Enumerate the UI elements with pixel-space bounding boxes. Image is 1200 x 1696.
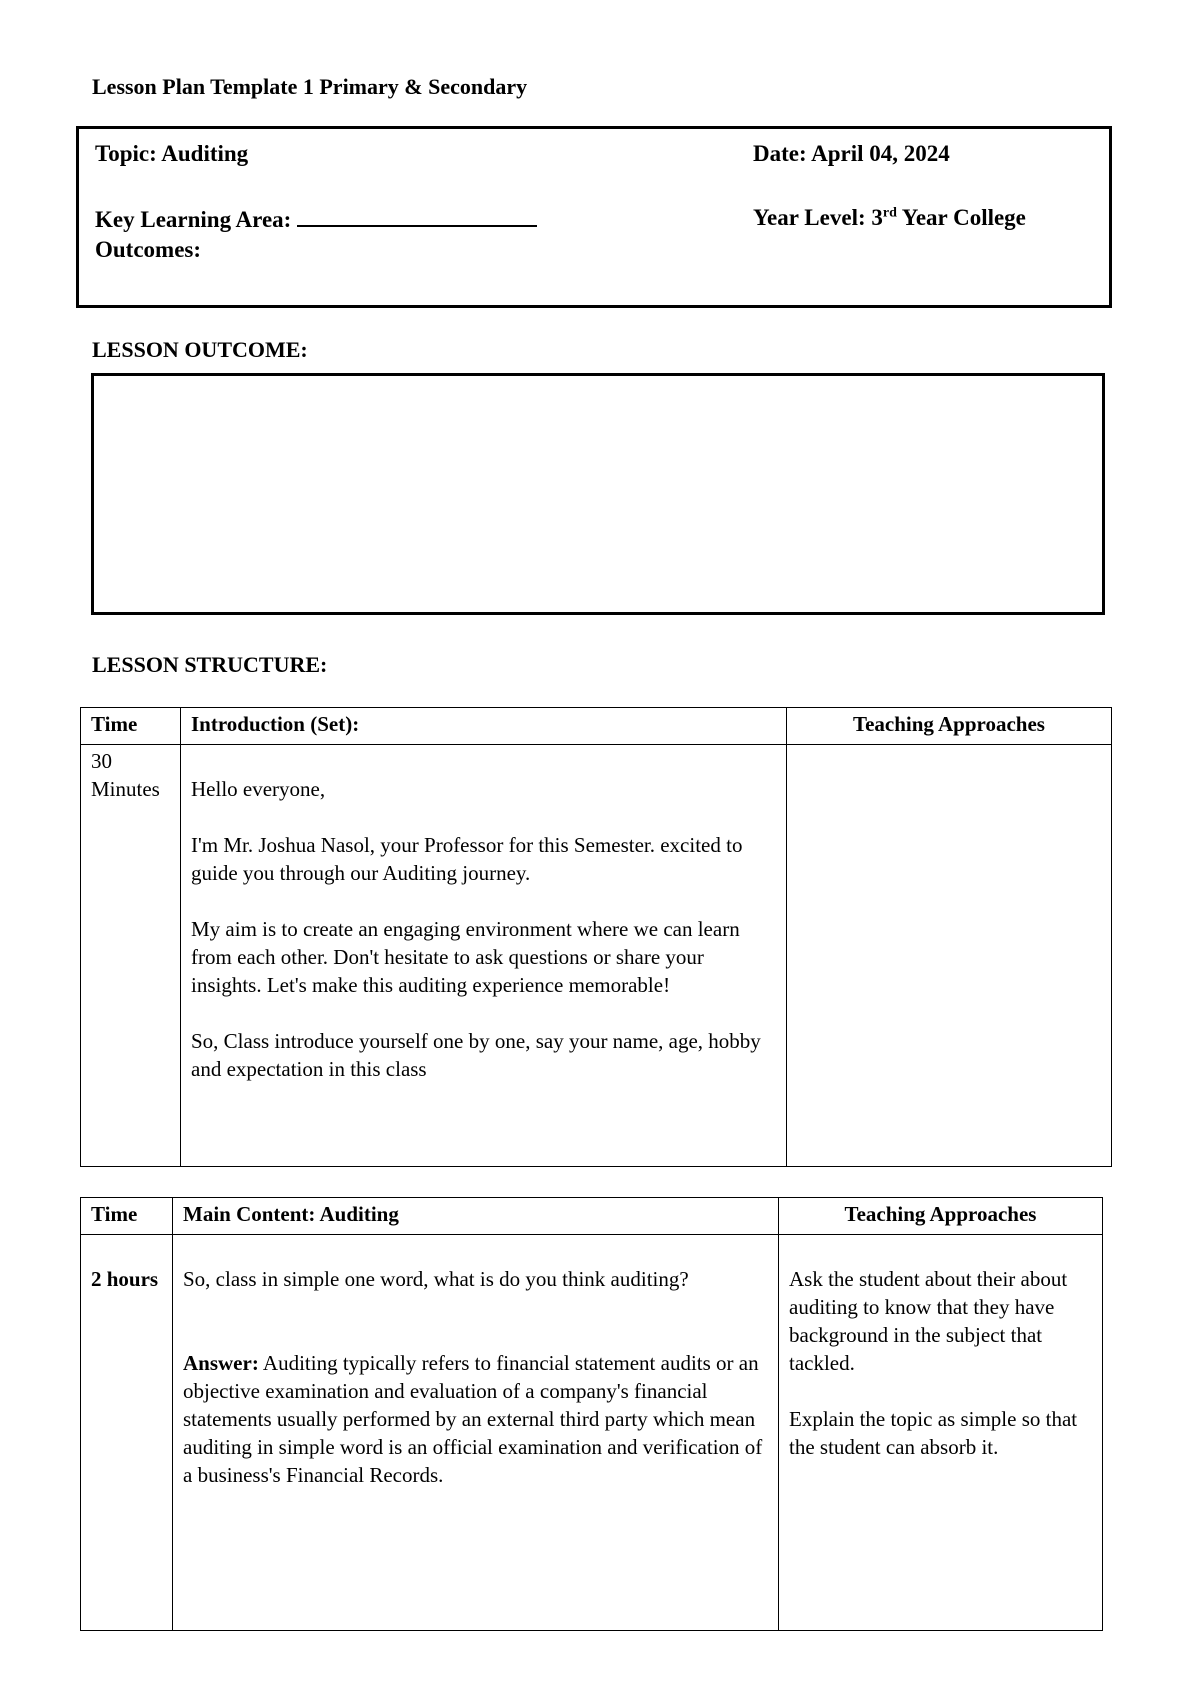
intro-paragraph: My aim is to create an engaging environment where we can learn from each other. Don't hesitate to ask questions or share your insights. Let's make this auditing experience memorable! — [191, 917, 740, 997]
lesson-structure-heading: LESSON STRUCTURE: — [92, 652, 328, 677]
key-learning-area-field — [95, 205, 537, 233]
intro-paragraph: Hello everyone, — [191, 777, 326, 801]
key-learning-area-blank — [297, 205, 537, 227]
document-title: Lesson Plan Template 1 Primary & Secondary — [92, 74, 528, 99]
introduction-content-cell — [181, 745, 787, 1167]
key-learning-area-label: Key Learning Area: — [95, 207, 292, 232]
answer-text — [183, 1349, 768, 1489]
time-cell: 30 Minutes — [81, 745, 181, 1167]
outcomes-field: Outcomes: — [95, 237, 202, 262]
introduction-header: Introduction (Set): — [181, 708, 787, 745]
year-level-field — [753, 205, 1026, 231]
lesson-outcome-box — [91, 373, 1105, 615]
table-header-row — [81, 708, 1112, 745]
lesson-outcome-heading: LESSON OUTCOME: — [92, 337, 308, 362]
question-text: So, class in simple one word, what is do you think auditing? — [183, 1267, 689, 1291]
year-level-suffix: Year College — [896, 205, 1026, 230]
answer-label: Answer: — [183, 1351, 259, 1375]
table-row — [81, 1235, 1103, 1631]
approach-item: Ask the student about their about auditing to know that they have background in the subject that tackled. — [789, 1267, 1068, 1375]
time-header: Time — [81, 1198, 173, 1235]
topic-field: Topic: Auditing — [95, 141, 249, 166]
approach-item: Explain the topic as simple so that the student can absorb it. — [789, 1407, 1078, 1459]
main-content-header: Main Content: Auditing — [173, 1198, 779, 1235]
table-header-row — [81, 1198, 1103, 1235]
approaches-cell — [787, 745, 1112, 1167]
time-header: Time — [81, 708, 181, 745]
main-content-cell — [173, 1235, 779, 1631]
teaching-approaches-header: Teaching Approaches — [779, 1198, 1103, 1235]
lesson-header-box — [76, 126, 1112, 308]
intro-paragraph: So, Class introduce yourself one by one, say your name, age, hobby and expectation in this class — [191, 1029, 761, 1081]
approaches-cell — [779, 1235, 1103, 1631]
year-level-sup: rd — [882, 205, 897, 221]
teaching-approaches-header: Teaching Approaches — [787, 708, 1112, 745]
time-cell: 2 hours — [81, 1235, 173, 1631]
date-field: Date: April 04, 2024 — [753, 141, 950, 166]
introduction-table — [80, 707, 1112, 1167]
answer-body: Auditing typically refers to financial statement audits or an objective examination and evaluation of a company's financial statements usually performed by an external third party which mean auditing in simple word is an official examination and verification of a business's Financial Records. — [183, 1351, 763, 1487]
year-level-prefix: Year Level: 3 — [753, 205, 883, 230]
intro-paragraph: I'm Mr. Joshua Nasol, your Professor for this Semester. excited to guide you through our Auditing journey. — [191, 833, 743, 885]
main-content-table — [80, 1197, 1103, 1631]
table-row — [81, 745, 1112, 1167]
